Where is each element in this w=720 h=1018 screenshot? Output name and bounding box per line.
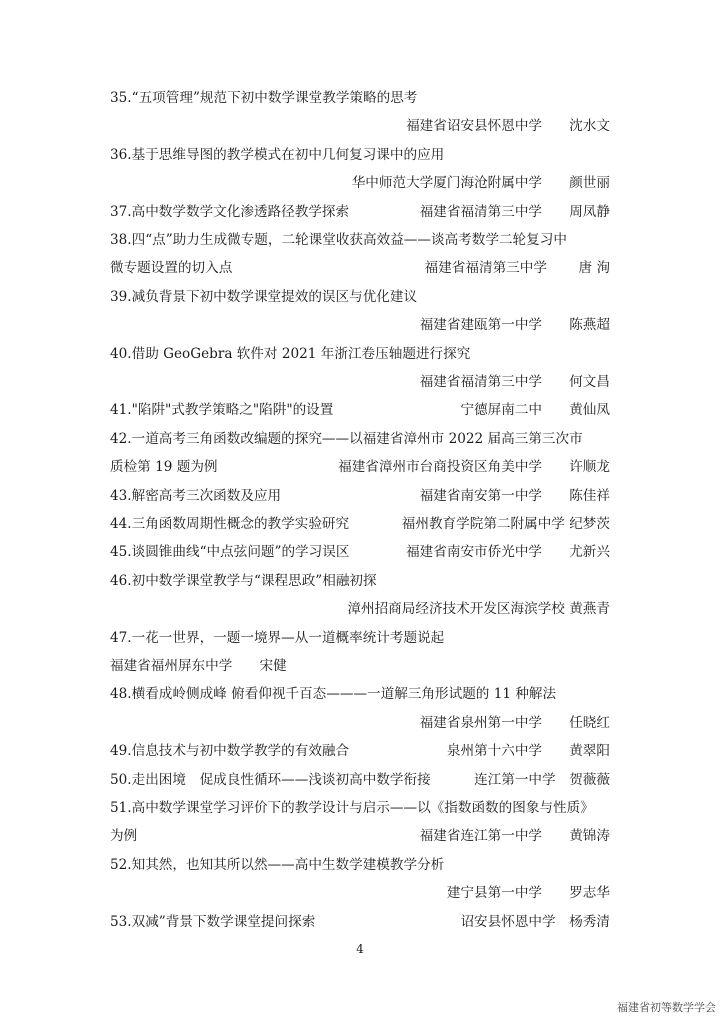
page-number: 4: [356, 942, 364, 956]
author-affiliation: 福建省南安第一中学 陈佳祥: [419, 487, 610, 504]
author-affiliation: 建宁县第一中学 罗志华: [446, 885, 610, 902]
list-line: [110, 202, 610, 222]
list-line: [110, 486, 610, 506]
list-line: [110, 542, 610, 562]
author-affiliation: 福州教育学院第二附属中学 纪梦茨: [401, 516, 610, 532]
list-line: [110, 457, 610, 477]
paper-title: 36.基于思维导图的教学模式在初中几何复习课中的应用: [110, 146, 445, 163]
paper-title: 37.高中数学数学文化渗透路径教学探索: [110, 203, 350, 220]
list-line: [110, 826, 610, 846]
paper-title: 39.减负背景下初中数学课堂提效的误区与优化建议: [110, 288, 418, 305]
paper-title: 48.横看成岭侧成峰 俯看仰视千百态———一道解三角形试题的 11 种解法: [110, 686, 557, 703]
footer-watermark: 福建省初等数学学会: [617, 1001, 716, 1014]
paper-title: 45.谈圆锥曲线“中点弦问题”的学习误区: [110, 544, 350, 561]
paper-title: 40.借助 GeoGebra 软件对 2021 年浙江卷压轴题进行探究: [110, 345, 471, 362]
paper-title: 52.知其然，也知其所以然——高中生数学建模教学分析: [110, 856, 445, 873]
author-affiliation: 泉州第十六中学 黄翠阳: [446, 743, 610, 760]
paper-title: 38.四“点”助力生成微专题，二轮课堂收获高效益——谈高考数学二轮复习中: [110, 232, 567, 248]
paper-title: 35.“五项管理”规范下初中数学课堂教学策略的思考: [110, 90, 418, 106]
author-affiliation: 福建省福清第三中学 唐 洵: [424, 260, 610, 277]
author-affiliation: 福建省连江第一中学 黄锦涛: [419, 828, 610, 845]
author-affiliation: 福建省诏安县怀恩中学 沈水文: [406, 118, 610, 135]
author-affiliation: 诏安县怀恩中学 杨秀清: [460, 913, 610, 930]
paper-title: 43.解密高考三次函数及应用: [110, 487, 282, 504]
author-affiliation: 福建省建瓯第一中学 陈燕超: [419, 317, 610, 334]
author-affiliation: 福建省漳州市台商投资区角美中学 许顺龙: [338, 459, 610, 476]
paper-title: 50.走出困境 促成良性循环——浅谈初高中数学衔接: [110, 771, 431, 788]
author-affiliation: 漳州招商局经济技术开发区海滨学校 黄燕青: [347, 601, 610, 618]
author-affiliation: 华中师范大学厦门海沧附属中学 颜世丽: [351, 175, 610, 192]
paper-title: 53.双减”背景下数学课堂提问探索: [110, 913, 316, 930]
paper-title: 47.一花一世界，一题一境界—从一道概率统计考题说起: [110, 629, 445, 646]
author-affiliation: 宁德屏南二中 黄仙凤: [460, 402, 610, 419]
list-line: [110, 258, 610, 278]
paper-title: 49.信息技术与初中数学教学的有效融合: [110, 743, 350, 760]
author-affiliation: 福建省泉州第一中学 任晓红: [419, 714, 610, 731]
paper-title: 44.三角函数周期性概念的教学实验研究: [110, 516, 350, 532]
paper-title: 41."陷阱"式教学策略之"陷阱"的设置: [110, 402, 334, 419]
author-affiliation: 福建省福清第三中学 周凤静: [419, 203, 610, 220]
list-line: [110, 400, 610, 420]
list-line: [110, 912, 610, 932]
author-affiliation: 福建省南安市侨光中学 尤新兴: [406, 544, 610, 561]
paper-title: 微专题设置的切入点: [110, 260, 233, 277]
list-line: [110, 770, 610, 790]
paper-title: 质检第 19 题为例: [110, 459, 218, 476]
paper-title: 福建省福州屏东中学 宋健: [110, 658, 287, 674]
author-affiliation: 连江第一中学 贺薇薇: [474, 771, 610, 788]
author-affiliation: 福建省福清第三中学 何文昌: [419, 374, 610, 390]
paper-title: 42.一道高考三角函数改编题的探究——以福建省漳州市 2022 届高三第三次市: [110, 430, 583, 447]
paper-title: 为例: [110, 828, 138, 845]
list-line: [110, 514, 610, 534]
paper-title: 51.高中数学课堂学习评价下的教学设计与启示——以《指数函数的图象与性质》: [110, 800, 594, 816]
list-line: [110, 741, 610, 761]
paper-title: 46.初中数学课堂教学与“课程思政”相融初探: [110, 572, 377, 589]
